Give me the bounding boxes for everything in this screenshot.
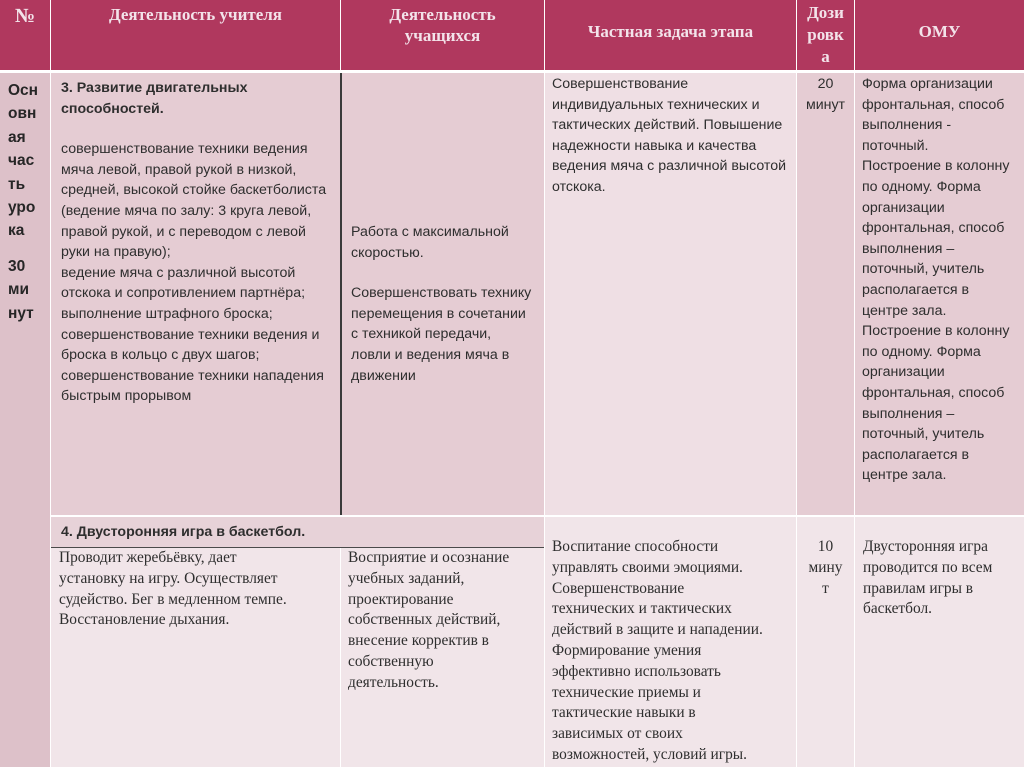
row2-task-line: действий в защите и нападении. [552, 621, 763, 639]
stage-line: 30 [8, 257, 26, 275]
row1-omu-line: по одному. Форма [862, 343, 981, 360]
row2-teacher-cell [51, 548, 340, 767]
row2-task-cell [545, 517, 796, 767]
row1-omu-line: Построение в колонну [862, 323, 1010, 340]
row1-teacher-line: броска в кольцо с двух шагов; [61, 347, 260, 364]
row2-task-line: тактические навыки в [552, 704, 696, 722]
row1-task-cell [545, 73, 796, 515]
header-dosage [797, 0, 854, 70]
row2-task-line: Воспитание способности [552, 538, 719, 555]
row2-task-line: возможностей, условий игры. [552, 745, 747, 763]
row1-task-line: индивидуальных технических и [552, 96, 760, 113]
row-divider [51, 515, 1024, 517]
row1-omu-line: центре зала. [862, 467, 947, 484]
header-divider [0, 70, 1024, 73]
row2-omu-line: правилам игры в [863, 579, 974, 597]
header-students [341, 0, 544, 70]
row2-students-line: собственную [348, 652, 434, 670]
row2-students-line: проектирование [348, 590, 454, 608]
row2-title-text: 4. Двусторонняя игра в баскетбол. [61, 524, 306, 540]
header-teacher-text: Деятельность учителя [108, 5, 282, 24]
row2-task-line: Совершенствование [552, 579, 685, 597]
row1-students-line: движении [351, 367, 416, 384]
row1-dosage-line: 20 [817, 76, 834, 92]
stage-line: ть [8, 175, 26, 193]
stage-line: ка [8, 222, 25, 240]
header-dosage-line1: Дози [807, 3, 844, 22]
row1-teacher-line: ведение мяча с различной высотой [61, 264, 296, 281]
row1-teacher-line: быстрым прорывом [61, 388, 192, 405]
stage-line: ая [8, 128, 26, 146]
row1-omu-line: выполнения - [862, 117, 952, 134]
stage-line: уро [8, 199, 36, 217]
row1-teacher-line: совершенствование техники нападения [61, 367, 324, 384]
row2-omu-line: проводится по всем [863, 558, 993, 576]
row1-teacher-title-line1: 3. Развитие двигательных [61, 80, 248, 96]
row1-teacher-line: выполнение штрафного броска; [61, 305, 273, 322]
header-num [0, 0, 50, 70]
row2-students-line: учебных заданий, [348, 569, 465, 587]
row2-students-line: внесение корректив в [348, 632, 489, 650]
row1-students-cell [342, 73, 544, 515]
header-task-text: Частная задача этапа [587, 22, 754, 41]
students-left-rule [340, 73, 342, 515]
row1-omu-line: по одному. Форма [862, 178, 981, 195]
row1-omu-line: Форма организации [862, 76, 993, 92]
row1-dosage-line: минут [805, 96, 846, 113]
row1-dosage-cell [797, 73, 854, 515]
header-students-line1: Деятельность [389, 5, 496, 24]
row1-teacher-line: мяча левой, правой рукой в низкой, [61, 161, 297, 178]
row1-omu-line: располагается в [862, 281, 970, 298]
row1-students-line: скоростью. [351, 244, 424, 261]
stage-text [8, 79, 50, 325]
row1-teacher-list [61, 139, 340, 407]
row1-students-block-b [351, 283, 544, 386]
row2-col-divider [340, 548, 341, 767]
row1-teacher-line: совершенствование техники ведения [61, 141, 308, 158]
row1-omu-line: организации [862, 199, 945, 216]
stage-line: овн [8, 105, 37, 123]
row1-omu-line: выполнения – [862, 405, 955, 422]
row2-students-line: Восприятие и осознание [348, 549, 510, 566]
row1-teacher-line: (ведение мяча по залу: 3 круга левой, [61, 202, 312, 219]
row1-omu-line: фронтальная, способ [862, 96, 1005, 113]
row1-omu-line: фронтальная, способ [862, 384, 1005, 401]
row2-omu-line: баскетбол. [863, 600, 932, 618]
row1-teacher-title [61, 78, 340, 119]
row2-task-line: Формирование умения [552, 641, 702, 659]
row1-task-line: Совершенствование [552, 76, 689, 92]
row1-teacher-line: средней, высокой стойке баскетболиста [61, 182, 327, 199]
header-task [545, 0, 796, 70]
row1-task-line: надежности навыка и качества [552, 137, 757, 154]
row1-students-line: перемещения в сочетании [351, 305, 526, 322]
row2-students-line: собственных действий, [348, 611, 501, 629]
row1-students-line: Работа с максимальной [351, 224, 509, 240]
row2-task-line: эффективно использовать [552, 662, 721, 680]
row2-teacher-line: установку на игру. Осуществляет [59, 569, 278, 587]
header-omu [855, 0, 1024, 70]
row1-teacher-title-line2: способностей. [61, 100, 164, 117]
row2-omu-cell [855, 517, 1024, 767]
stage-line: нут [8, 304, 34, 322]
row2-task-line: управлять своими эмоциями. [552, 558, 743, 576]
row1-omu-cell [855, 73, 1024, 515]
header-omu-text: ОМУ [918, 22, 961, 41]
header-num-text: № [14, 5, 36, 27]
stage-line [8, 243, 50, 255]
row1-omu-line: поточный, учитель [862, 261, 985, 278]
row2-dosage-line: 10 [817, 538, 834, 555]
row1-students-block-a [351, 222, 544, 263]
header-dosage-line3: а [821, 47, 830, 66]
row2-dosage-line: т [822, 579, 829, 597]
row1-students-line: Совершенствовать технику [351, 285, 532, 302]
row1-task-line: ведения мяча с различной высотой [552, 158, 787, 175]
row2-omu-line: Двусторонняя игра [863, 538, 988, 555]
row2-title-cell [51, 517, 544, 547]
row1-omu-line: фронтальная, способ [862, 220, 1005, 237]
row2-teacher-line: Проводит жеребьёвку, дает [59, 549, 237, 566]
row1-students-line: ловли и ведения мяча в [351, 346, 510, 363]
row1-task-line: тактических действий. Повышение [552, 117, 783, 134]
row2-students-line: деятельность. [348, 673, 439, 691]
row1-omu-line: располагается в [862, 446, 970, 463]
row2-dosage-line: мину [808, 558, 843, 576]
stage-cell [0, 73, 50, 767]
row1-teacher-cell [51, 73, 340, 515]
stage-line: Осн [8, 82, 39, 99]
row1-omu-line: центре зала. [862, 302, 947, 319]
header-students-line2: учащихся [404, 26, 481, 45]
row2-task-line: технических и тактических [552, 600, 732, 618]
row1-omu-line: поточный, учитель [862, 426, 985, 443]
header-dosage-line2: ровк [807, 25, 844, 44]
row1-omu-line: поточный. [862, 137, 929, 154]
row1-task-line: отскока. [552, 178, 606, 195]
header-teacher [51, 0, 340, 70]
row1-teacher-line: руки на правую); [61, 244, 171, 261]
row2-teacher-line: Восстановление дыхания. [59, 611, 230, 629]
row2-task-line: технические приемы и [552, 683, 701, 701]
row2-task-line: зависимых от своих [552, 725, 683, 743]
row2-teacher-line: судейство. Бег в медленном темпе. [59, 590, 287, 608]
row1-omu-line: организации [862, 364, 945, 381]
row1-teacher-line: совершенствование техники ведения и [61, 326, 320, 343]
row1-omu-line: Построение в колонну [862, 158, 1010, 175]
title-underline [51, 547, 544, 548]
row2-dosage-cell [797, 517, 854, 767]
row1-students-line: с техникой передачи, [351, 326, 492, 343]
stage-line: час [8, 152, 35, 170]
row1-teacher-line: правой рукой, и с переводом с левой [61, 223, 306, 240]
row1-teacher-line: отскока и сопротивлением партнёра; [61, 285, 306, 302]
row1-omu-line: выполнения – [862, 240, 955, 257]
stage-line: ми [8, 281, 29, 299]
row2-students-cell [341, 548, 544, 767]
